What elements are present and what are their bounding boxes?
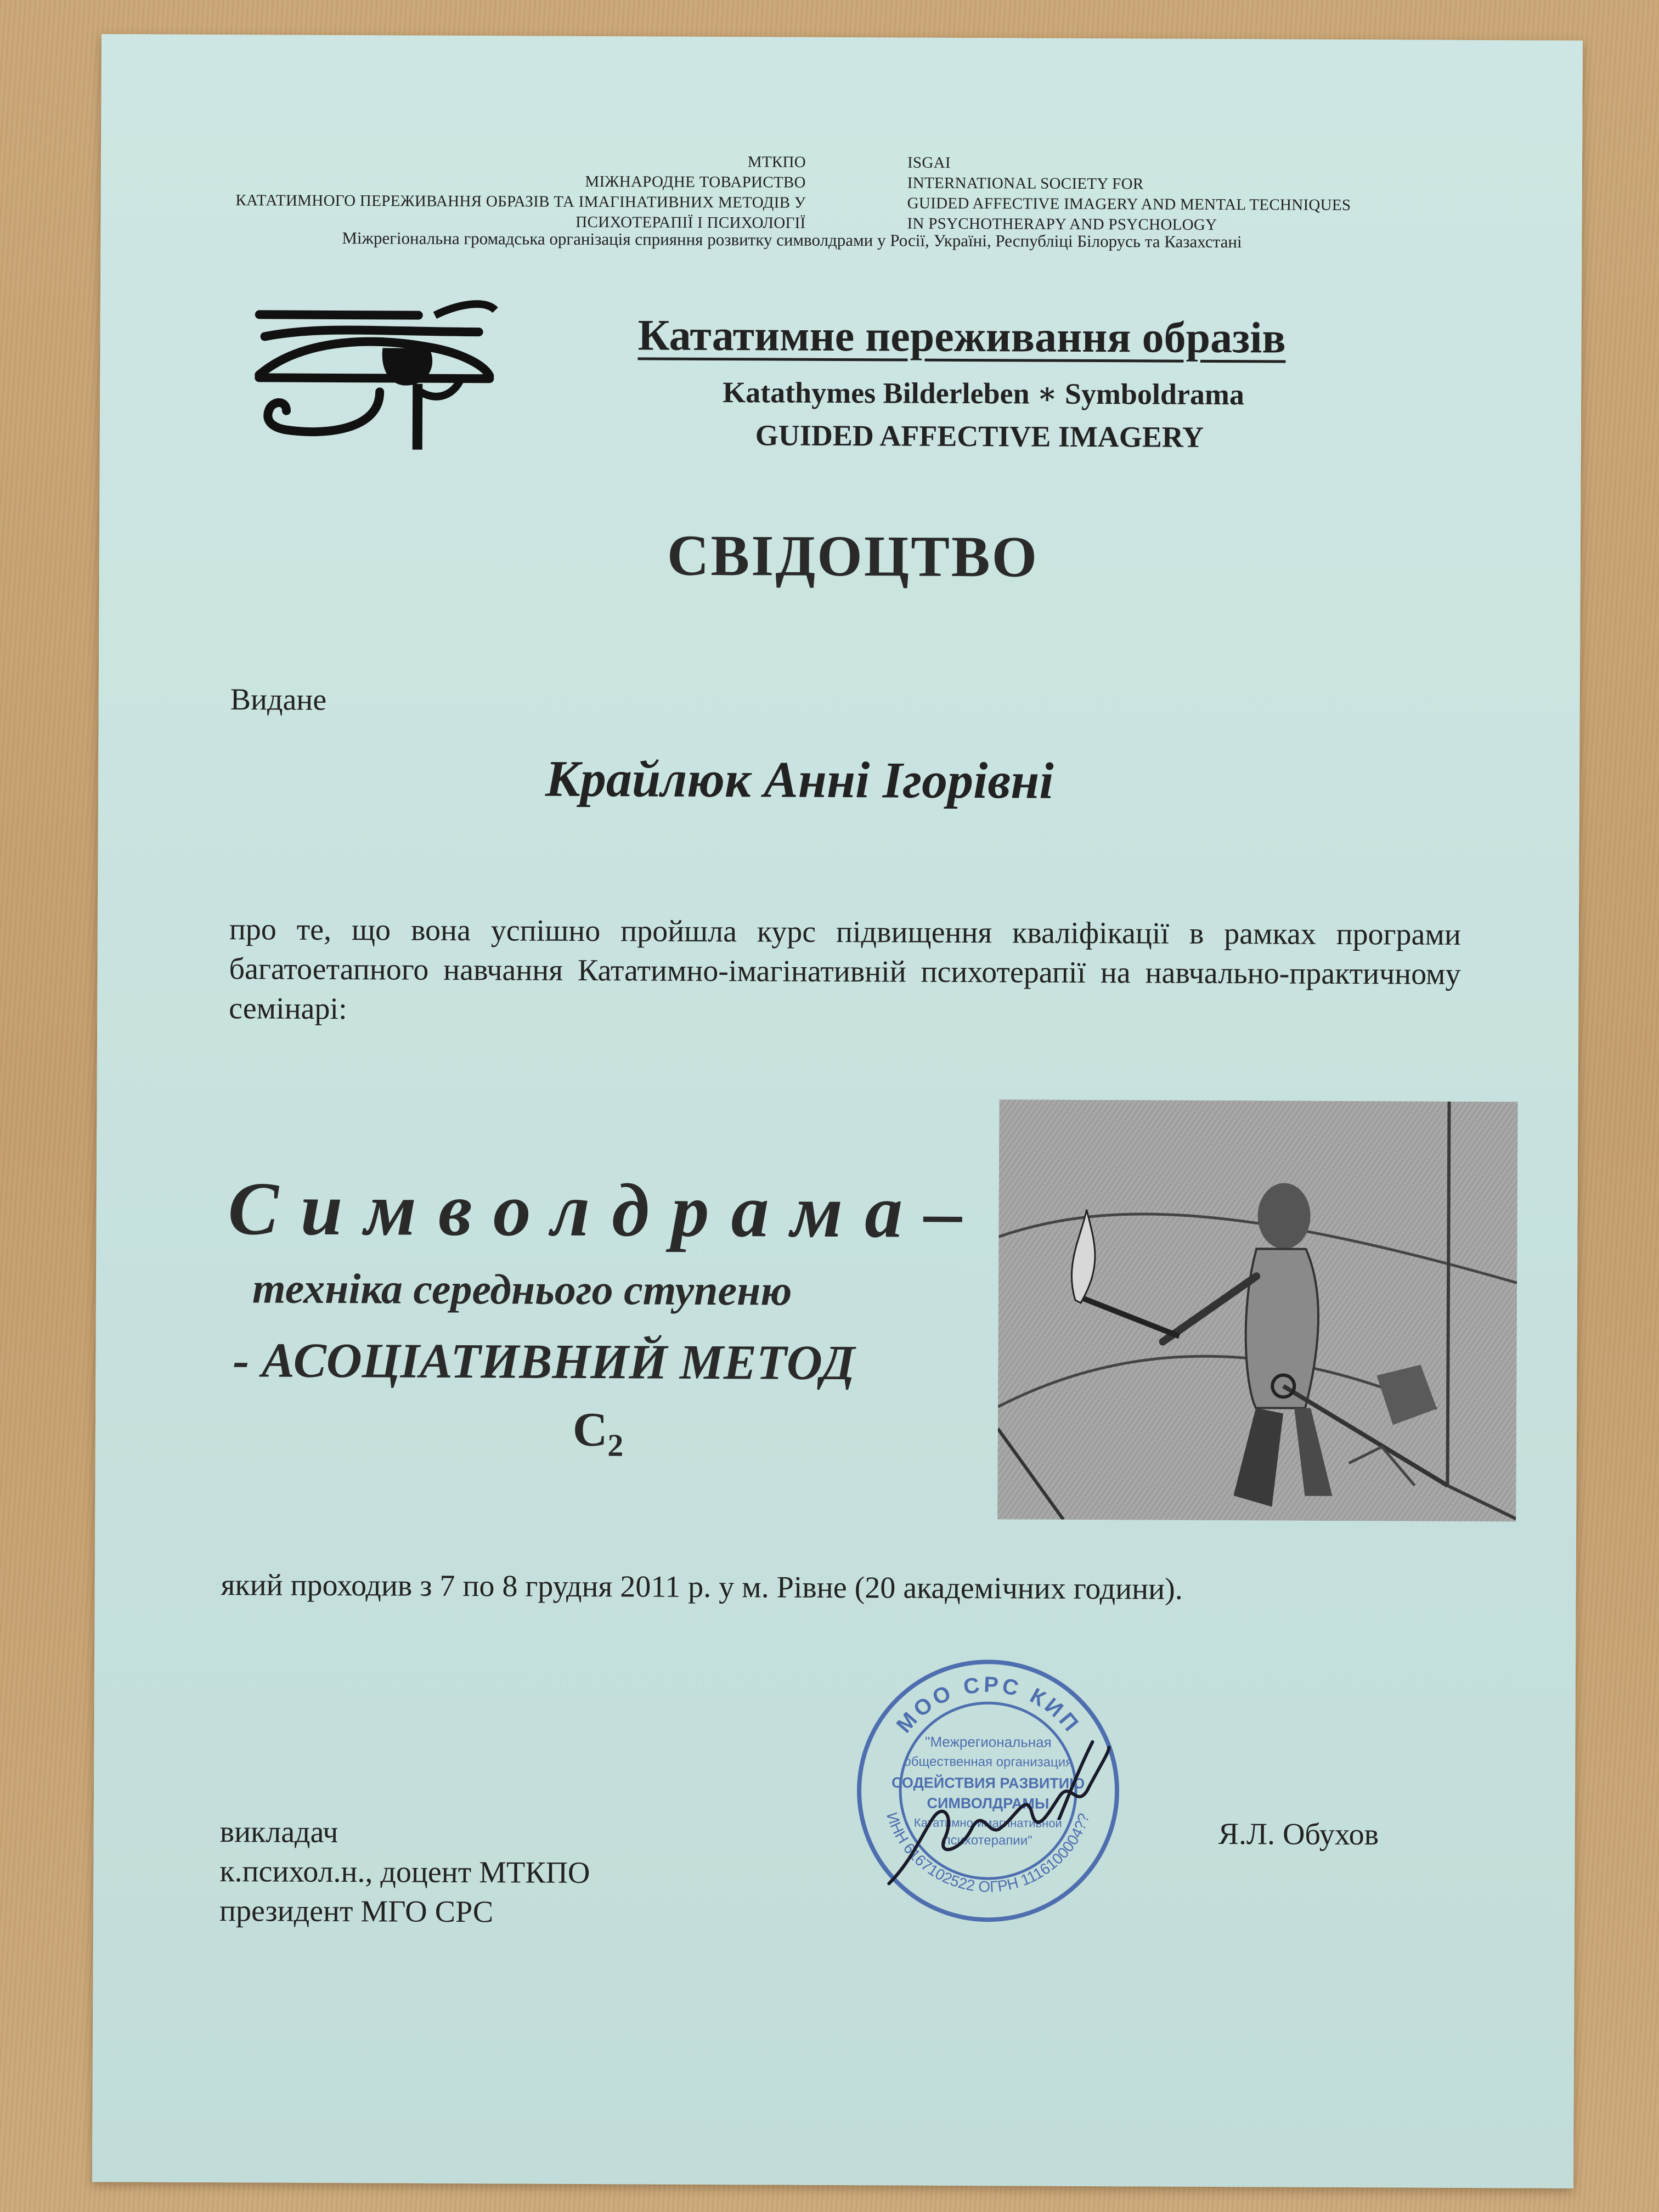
stamp-outer-text: МОО СРС КИП (891, 1672, 1085, 1739)
header-left-line: МІЖНАРОДНЕ ТОВАРИСТВО (585, 172, 806, 191)
header-left-line: МТКПО (747, 153, 806, 171)
header-right-block (907, 153, 1351, 236)
certificate-heading: СВІДОЦТВО (667, 523, 1039, 589)
certificate-sheet (92, 34, 1583, 2188)
signer-role-line: викладач (219, 1815, 338, 1850)
signer-role-line: президент МГО СРС (219, 1894, 494, 1929)
stamp-inner-line: СОДЕЙСТВИЯ РАЗВИТИЮ (891, 1774, 1085, 1792)
header-right-line: INTERNATIONAL SOCIETY FOR (907, 174, 1144, 193)
stamp-inner-line: общественная организация (904, 1754, 1073, 1770)
stamp-inner-line: психотерапии" (943, 1832, 1032, 1848)
eye-of-horus-icon (253, 292, 501, 458)
course-level-letter: C (572, 1403, 608, 1457)
issued-label: Видане (230, 682, 327, 717)
course-level (573, 1402, 624, 1464)
stamp-inner-line: "Межрегиональная (925, 1733, 1052, 1751)
course-level-subscript: 2 (607, 1427, 624, 1463)
header-organization-line: Міжрегіональна громадська організація сприяння розвитку символдрами у Росії, Україні, Республіці Білорусь та Казахстані (342, 228, 1242, 252)
stamp-inner-line: Кататимно-имагинативной (913, 1815, 1062, 1830)
course-dates-paragraph: який проходив з 7 по 8 грудня 2011 р. у м. Рівне (20 академічних години). (221, 1568, 1183, 1606)
header-right-line: ISGAI (907, 154, 951, 172)
program-title-ukrainian: Кататимне переживання образів (637, 311, 1286, 363)
signer-role-line: к.психол.н., доцент МТКПО (219, 1854, 590, 1891)
stamp-bottom-text: ИНН 6167102522 ОГРН 1116100004?? (883, 1810, 1093, 1895)
signer-name: Я.Л. Обухов (1218, 1817, 1379, 1852)
header-right-line: GUIDED AFFECTIVE IMAGERY AND MENTAL TECHNIQUES (907, 194, 1351, 215)
header-left-line: ПСИХОТЕРАПІЇ І ПСИХОЛОГІЇ (575, 213, 806, 232)
course-title-line1: Символдрама– (228, 1166, 985, 1254)
course-title-line2: техніка середнього ступеню (252, 1264, 792, 1314)
header-left-line: КАТАТИМНОГО ПЕРЕЖИВАННЯ ОБРАЗІВ ТА ІМАГІНАТИВНИХ МЕТОДІВ У (235, 191, 806, 212)
organization-stamp (850, 1653, 1126, 1928)
program-title-german: Katathymes Bilderleben ∗ Symboldrama (723, 376, 1245, 411)
stamp-inner-line: СИМВОЛДРАМЫ (927, 1795, 1049, 1812)
course-title-line3: - АСОЦІАТИВНИЙ МЕТОД (233, 1333, 855, 1391)
signer-role-block (219, 1812, 590, 1932)
header-left-block (235, 150, 806, 234)
description-paragraph: про те, що вона успішно пройшла курс підвищення кваліфікації в рамках програми багатоетапного навчання Кататимно-імагінативній психотерапії на навчально-практичному семінарі: (229, 912, 1462, 1026)
recipient-name: Крайлюк Анні Ігорівні (545, 750, 1054, 810)
header-right-line: IN PSYCHOTHERAPY AND PSYCHOLOGY (907, 215, 1217, 234)
course-illustration (997, 1099, 1517, 1521)
program-title-english: GUIDED AFFECTIVE IMAGERY (755, 419, 1204, 454)
